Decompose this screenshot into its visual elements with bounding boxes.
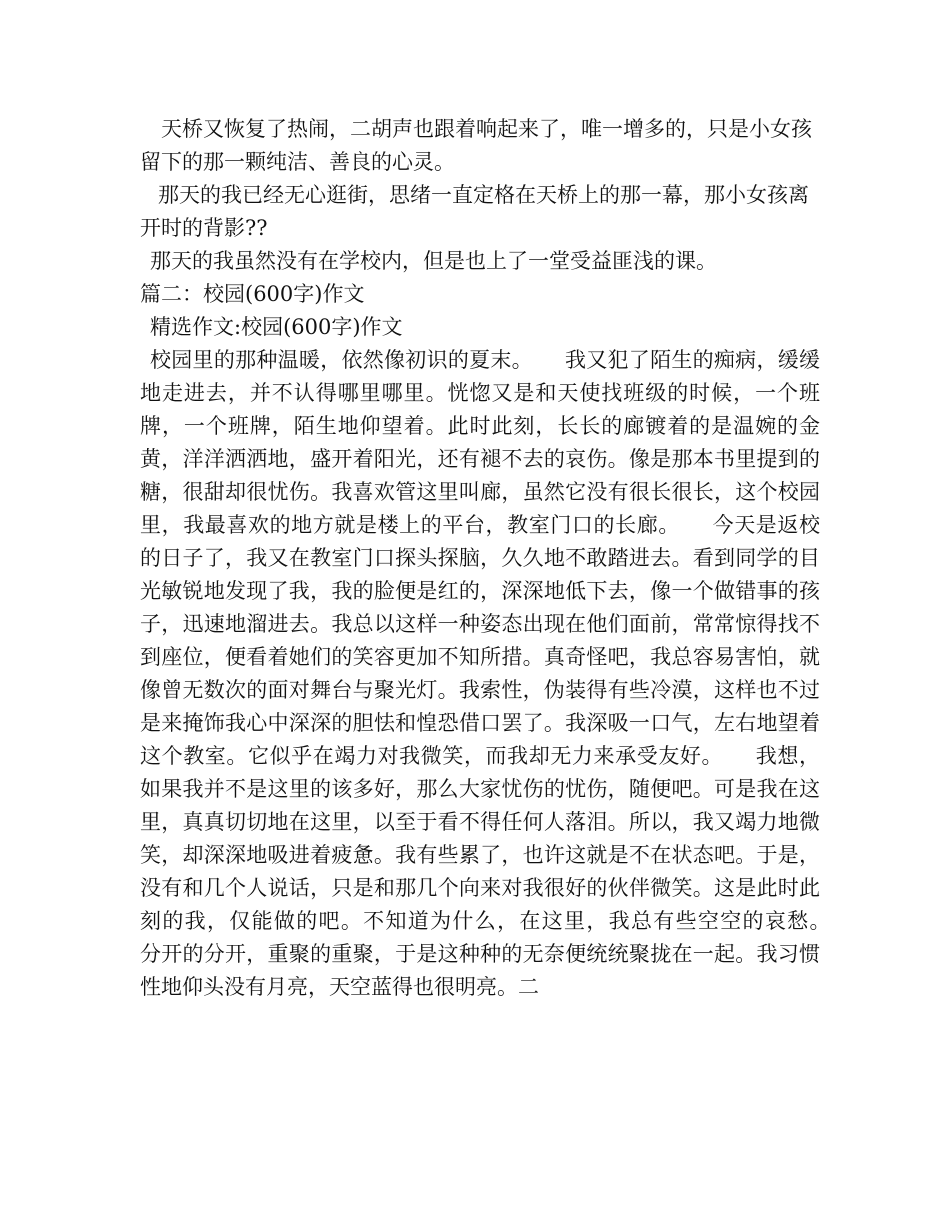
- paragraph-no-mood-shopping: 那天的我已经无心逛街，思绪一直定格在天桥上的那一幕，那小女孩离开时的背影??: [140, 183, 809, 240]
- paragraph-overpass-bustle: 天桥又恢复了热闹，二胡声也跟着响起来了，唯一增多的，只是小女孩留下的那一颗纯洁、善良的心灵。: [140, 117, 812, 174]
- essay-body: 校园里的那种温暖，依然像初识的夏末。 我又犯了陌生的痴病，缓缓地走进去，并不认得哪里哪里。恍惚又是和天使找班级的时候，一个班牌，一个班牌，陌生地仰望着。此时此刻，长长的廊镀着的是温婉的金黄，洋洋洒洒地，盛开着阳光，还有褪不去的哀伤。像是那本书里提到的糖，很甜却很忧伤。我喜欢管这里叫廊，虽然它没有很长很长，这个校园里，我最喜欢的地方就是楼上的平台，教室门口的长廊。 今天是返校的日子了，我又在教室门口探头探脑，久久地不敢踏进去。看到同学的目光敏锐地发现了我，我的脸便是红的，深深地低下去，像一个做错事的孩子，迅速地溜进去。我总以这样一种姿态出现在他们面前，常常惊得找不到座位，便看着她们的笑容更加不知所措。真奇怪吧，我总容易害怕，就像曾无数次的面对舞台与聚光灯。我索性，伪装得有些冷漠，这样也不过是来掩饰我心中深深的胆怯和惶恐借口罢了。我深吸一口气，左右地望着这个教室。它似乎在竭力对我微笑，而我却无力来承受友好。 我想，如果我并不是这里的该多好，那么大家忧伤的忧伤，随便吧。可是我在这里，真真切切地在这里，以至于看不得任何人落泪。所以，我又竭力地微笑，却深深地吸进着疲惫。我有些累了，也许这就是不在状态吧。于是，没有和几个人说话，只是和那几个向来对我很好的伙伴微笑。这是此时此刻的我，仅能做的吧。不知道为什么，在这里，我总有些空空的哀愁。 分开的分开，重聚的重聚，于是这种种的无奈便统统聚拢在一起。我习惯性地仰头没有月亮，天空蓝得也很明亮。二: [140, 348, 862, 999]
- section-heading: 篇二：校园(600字)作文: [140, 282, 365, 306]
- paragraph-lesson-learned: 那天的我虽然没有在学校内，但是也上了一堂受益匪浅的课。: [150, 249, 717, 273]
- document-body: [140, 113, 862, 1004]
- essay-title: 精选作文:校园(600字)作文: [150, 315, 403, 339]
